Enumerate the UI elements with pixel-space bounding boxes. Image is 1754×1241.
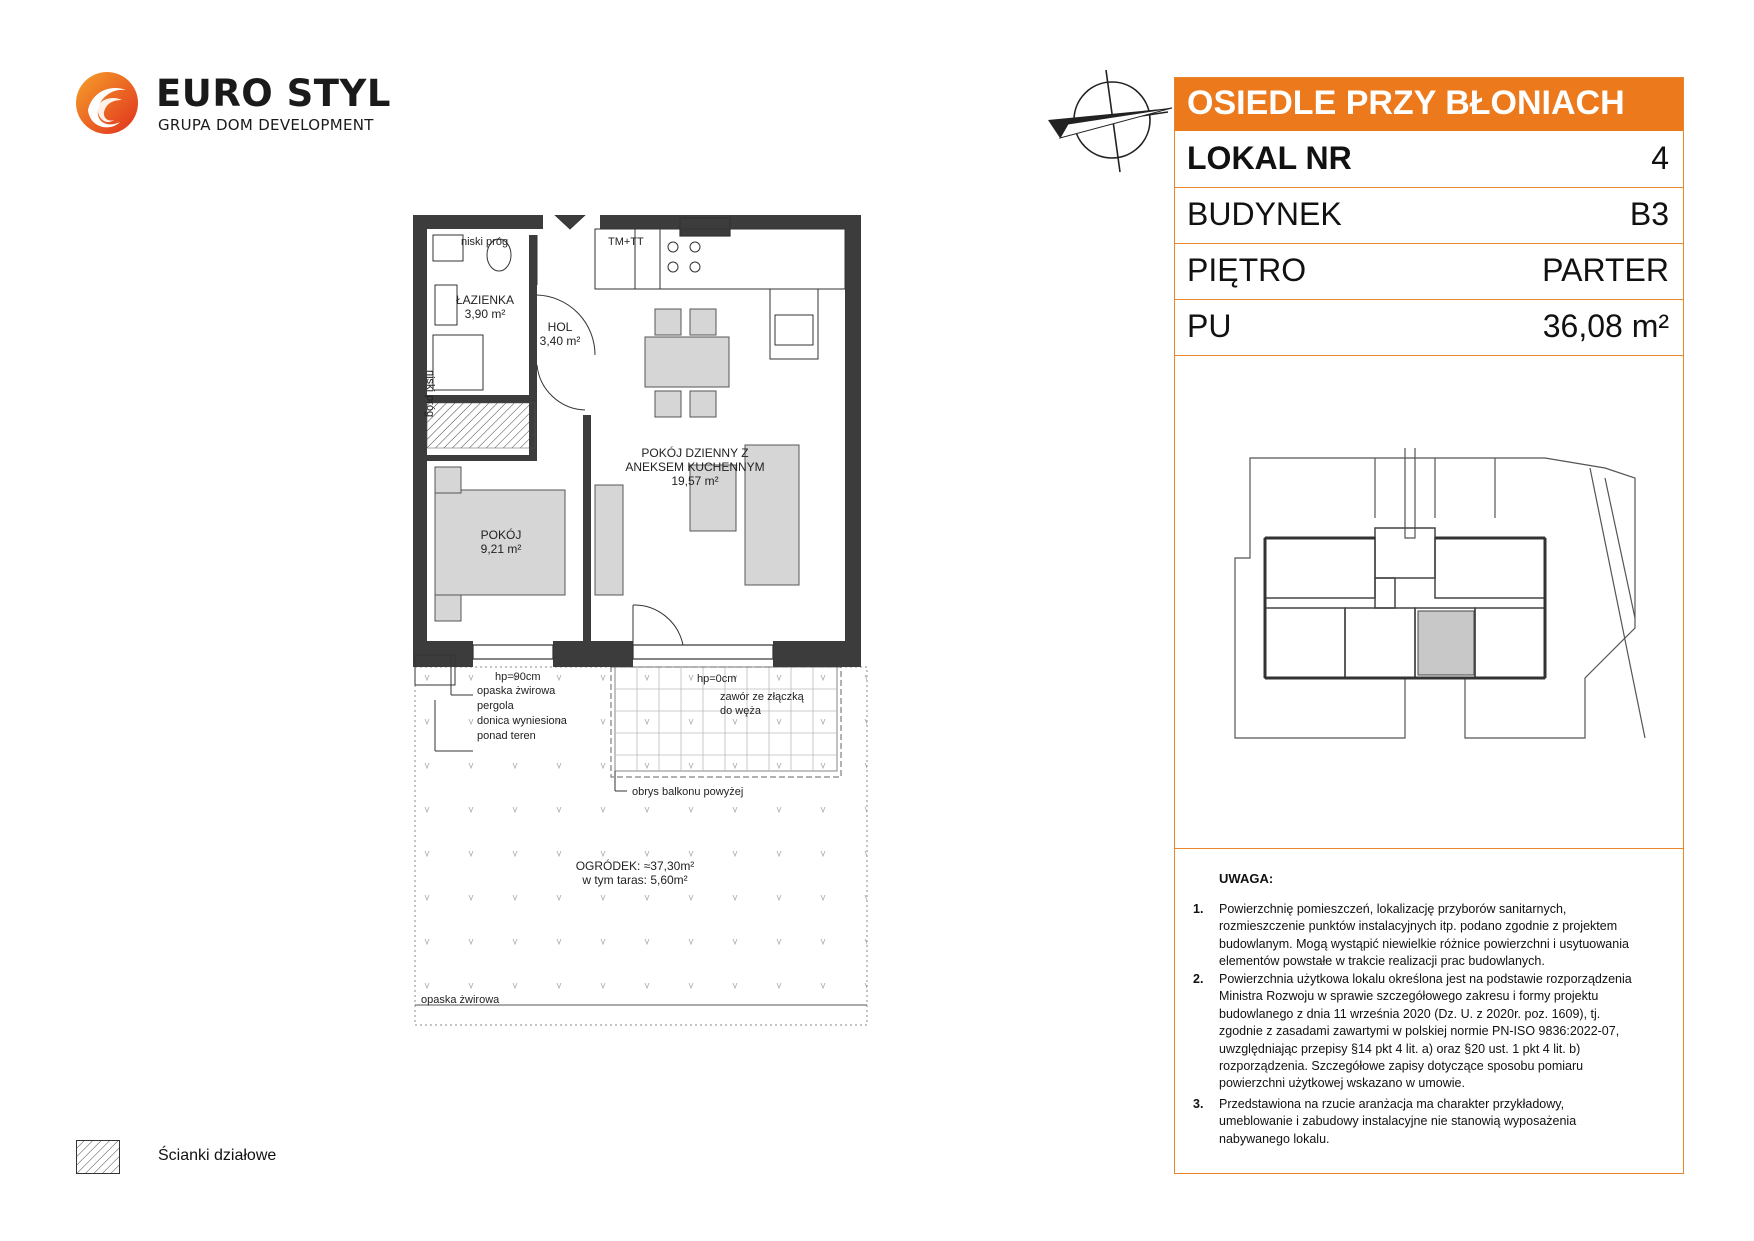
row-value: 36,08 m²	[1542, 308, 1669, 344]
row-value: PARTER	[1542, 252, 1669, 288]
row-label: PIĘTRO	[1187, 252, 1307, 288]
note-text: Powierzchnię pomieszczeń, lokalizację przyborów sanitarnych, rozmieszczenie punktów instalacyjnych itp. podano zgodnie z projektem budowlanym. Mogą wystąpić niewielkie różnice powierzchni i usytuowania elementów powstałe w trakcie realizacji prac budowlanych.	[1219, 902, 1629, 969]
room-label-bathroom: ŁAZIENKA	[455, 293, 515, 307]
low-threshold-label: niski próg	[461, 236, 509, 248]
info-header	[1175, 78, 1683, 131]
note-text: Przedstawiona na rzucie aranżacja ma charakter przykładowy, umeblowanie i zabudowy instalacyjne nie stanowią wyposażenia nabywanego lokalu.	[1219, 1097, 1577, 1146]
planter-label: donica wyniesiona	[477, 715, 567, 727]
row-pu	[1175, 299, 1683, 356]
logo-title: EURO STYL	[156, 72, 391, 115]
room-label-living-2: ANEKSEM KUCHENNYM	[625, 460, 765, 474]
planter-label: ponad teren	[477, 730, 536, 742]
row-pietro	[1175, 243, 1683, 300]
legend-label: Ścianki działowe	[158, 1147, 277, 1164]
low-threshold-label: niski próg	[424, 370, 436, 418]
partition-wall-hatch-icon	[76, 1140, 120, 1174]
row-label: LOKAL NR	[1187, 140, 1352, 176]
company-logo	[74, 70, 391, 140]
tm-tt-label: TM+TT	[608, 236, 644, 248]
room-label-bedroom: POKÓJ	[480, 528, 522, 542]
note-number: 1.	[1193, 902, 1204, 916]
notes-title: UWAGA:	[1219, 871, 1274, 886]
pergola-label: pergola	[477, 700, 514, 712]
room-area-bedroom: 9,21 m²	[480, 542, 522, 556]
notes-section	[1175, 848, 1683, 1174]
hp90-label: hp=90cm	[495, 671, 541, 683]
row-lokal	[1175, 131, 1683, 188]
note-text: Powierzchnia użytkowa lokalu określona jest na podstawie rozporządzenia Ministra Rozwoju w sprawie szczegółowego zakresu i formy projektu budowlanego z dnia 11 września 2020 (Dz. U. z 2020r. poz. 1609), tj. zgodnie z zasadami zawartymi w polskiej normie PN-ISO 9836:2022-07, uwzględniając przepisy §14 pkt 4 lit. a) oraz §20 ust. 1 pkt 4 lit. b) rozporządzenia. Szczegółowe zapisy dotyczące sposobu pomiaru powierzchni użytkowej wskazano w umowie.	[1219, 972, 1632, 1091]
room-label-hall: HOL	[547, 320, 573, 334]
estate-name: OSIEDLE PRZY BŁONIACH	[1187, 84, 1625, 122]
room-area-bathroom: 3,90 m²	[464, 307, 506, 321]
row-label: PU	[1187, 308, 1232, 344]
row-label: BUDYNEK	[1187, 196, 1342, 232]
note-item	[1193, 971, 1663, 1096]
row-budynek	[1175, 187, 1683, 244]
room-label-living-1: POKÓJ DZIENNY Z	[641, 446, 749, 460]
room-area-living: 19,57 m²	[671, 474, 719, 488]
note-number: 2.	[1193, 972, 1204, 986]
logo-subtitle: GRUPA DOM DEVELOPMENT	[158, 116, 374, 134]
balcony-outline-label: obrys balkonu powyżej	[632, 786, 744, 798]
gravel-strip-label: opaska żwirowa	[477, 685, 556, 697]
garden-terrace-label: w tym taras: 5,60m²	[582, 873, 688, 887]
highlighted-apartment	[1418, 611, 1474, 675]
apartment-info-panel	[1174, 77, 1684, 1174]
valve-label: do węża	[720, 705, 761, 717]
note-item	[1193, 901, 1663, 971]
north-arrow-icon	[1048, 68, 1178, 178]
row-value: B3	[1629, 196, 1669, 232]
note-number: 3.	[1193, 1097, 1204, 1111]
gravel-strip-label: opaska żwirowa	[421, 994, 500, 1006]
note-item	[1193, 1096, 1663, 1151]
building-site-plan	[1205, 418, 1655, 838]
hp0-label: hp=0cm	[697, 673, 737, 685]
flame-logo-icon	[74, 70, 140, 136]
garden-label: OGRÓDEK: ≈37,30m²	[575, 859, 695, 873]
room-area-hall: 3,40 m²	[539, 334, 581, 348]
valve-label: zawór ze złączką	[720, 691, 804, 703]
floor-plan	[405, 215, 875, 1035]
row-value: 4	[1651, 140, 1669, 176]
